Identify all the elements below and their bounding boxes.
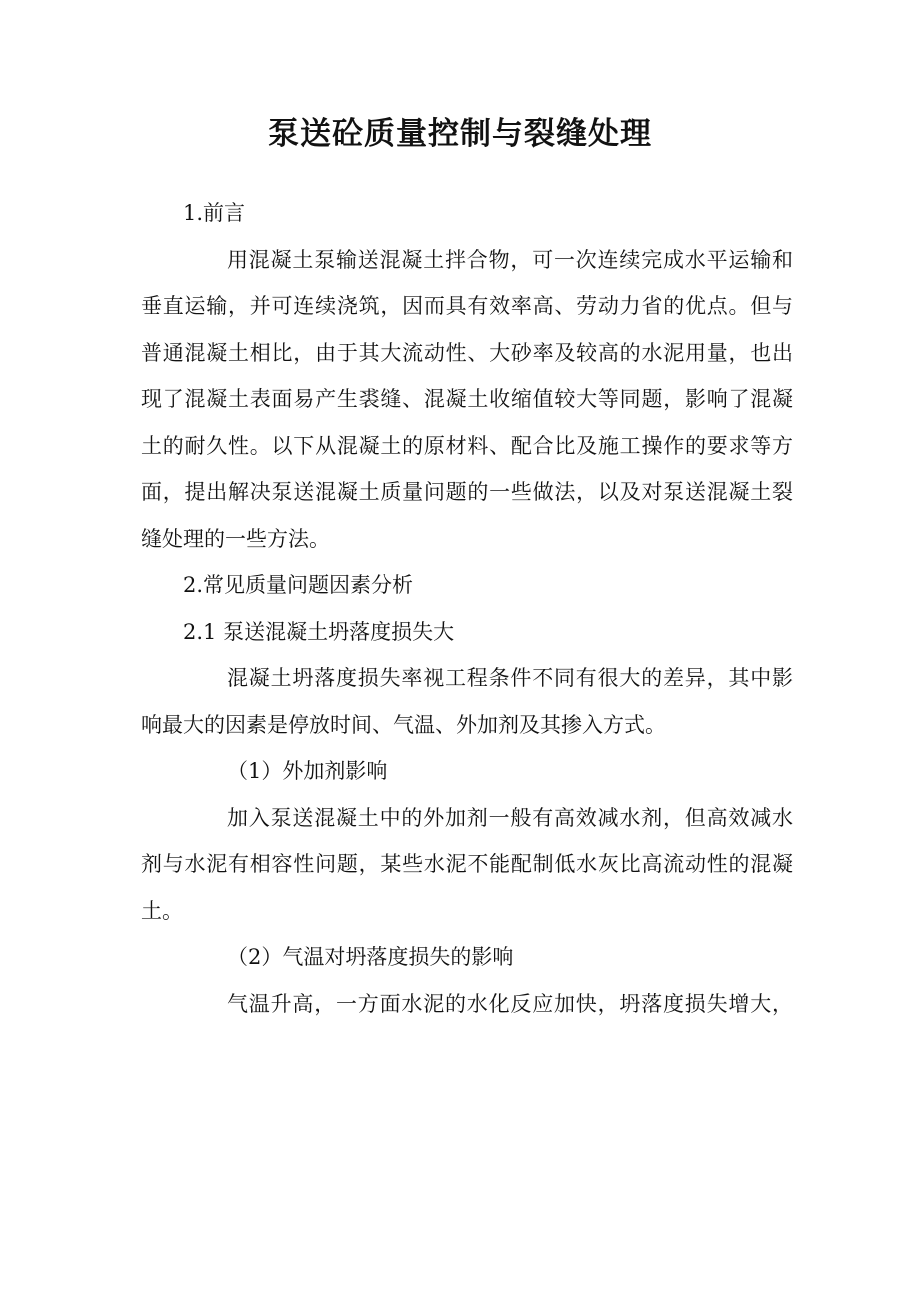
paragraph-line: 垂直运输，并可连续浇筑，因而具有效率高、劳动力省的优点。但与 <box>141 294 793 318</box>
subsection-heading-slump-loss: 2.1 泵送混凝土坍落度损失大 <box>183 619 455 644</box>
paragraph-line: 剂与水泥有相容性问题，某些水泥不能配制低水灰比高流动性的混凝 <box>141 852 793 876</box>
document-body <box>141 190 793 1027</box>
paragraph-line: 面，提出解决泵送混凝土质量问题的一些做法，以及对泵送混凝土裂 <box>141 480 793 504</box>
paragraph-line: 混凝土坍落度损失率视工程条件不同有很大的差异，其中影 <box>227 666 793 690</box>
paragraph-line: 普通混凝土相比，由于其大流动性、大砂率及较高的水泥用量，也出 <box>141 340 793 365</box>
section-heading-preface: 1.前言 <box>183 201 246 225</box>
paragraph-line: 用混凝土泵输送混凝土拌合物，可一次连续完成水平运输和 <box>227 247 793 272</box>
item-heading-admixture: （1）外加剂影响 <box>227 759 388 783</box>
paragraph-line: 加入泵送混凝土中的外加剂一般有高效减水剂，但高效减水 <box>227 805 793 830</box>
paragraph-line: 响最大的因素是停放时间、气温、外加剂及其掺入方式。 <box>141 712 666 737</box>
paragraph-line: 土。 <box>141 898 183 923</box>
paragraph-line: 土的耐久性。以下从混凝土的原材料、配合比及施工操作的要求等方 <box>141 433 793 458</box>
paragraph-line: 缝处理的一些方法。 <box>141 526 330 551</box>
section-heading-analysis: 2.常见质量问题因素分析 <box>183 573 414 597</box>
paragraph-line: 气温升高，一方面水泥的水化反应加快，坍落度损失增大， <box>227 991 793 1016</box>
item-heading-temperature: （2）气温对坍落度损失的影响 <box>227 945 514 969</box>
document-title: 泵送砼质量控制与裂缝处理 <box>268 116 652 152</box>
paragraph-line: 现了混凝土表面易产生裘缝、混凝土收缩值较大等同题，影响了混凝 <box>141 387 793 411</box>
